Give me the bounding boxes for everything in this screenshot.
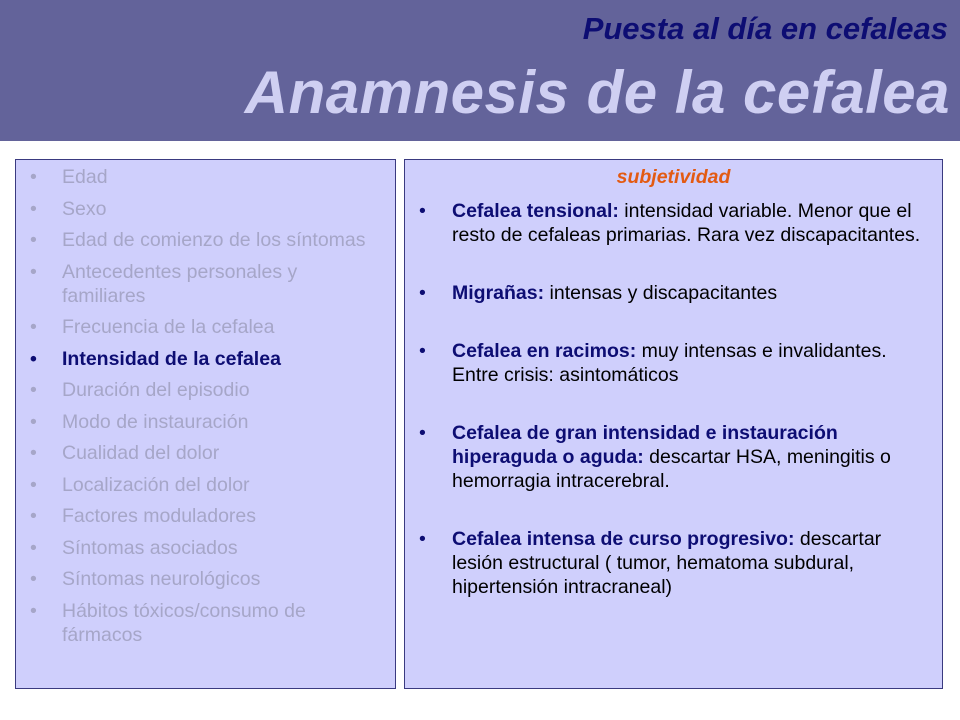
- bullet-icon: •: [30, 473, 37, 496]
- bullet-icon: •: [30, 260, 37, 283]
- bullet-icon: •: [30, 316, 37, 338]
- bullet-icon: •: [30, 568, 37, 590]
- bullet-icon: •: [30, 229, 37, 251]
- list-item-label: Frecuencia de la cefalea: [62, 316, 275, 338]
- bullet-icon: •: [419, 200, 426, 222]
- headache-type-term: Cefalea tensional:: [452, 200, 619, 222]
- list-item: [30, 536, 385, 560]
- list-item-label: Hábitos tóxicos/consumo de fármacos: [62, 599, 306, 646]
- list-item: [30, 473, 385, 497]
- slide-title: Anamnesis de la cefalea: [244, 59, 950, 126]
- list-item: [30, 441, 385, 465]
- headache-type-term: Cefalea de gran intensidad e instauración hiperaguda o aguda:: [452, 422, 838, 468]
- list-item-label: Cualidad del dolor: [62, 442, 220, 464]
- list-item-label: Edad de comienzo de los síntomas: [62, 229, 366, 251]
- bullet-icon: •: [30, 166, 37, 188]
- list-item: [30, 228, 385, 252]
- headache-type-description: descartar lesión estructural ( tumor, hematoma subdural, hipertensión intracraneal): [452, 528, 882, 598]
- bullet-icon: •: [419, 422, 426, 444]
- bullet-icon: •: [30, 197, 37, 220]
- list-item-label: Sexo: [62, 197, 107, 220]
- bullet-icon: •: [419, 528, 426, 550]
- list-item-label: Antecedentes personales y familiares: [62, 260, 298, 307]
- bullet-icon: •: [419, 340, 426, 362]
- list-item: [419, 421, 930, 493]
- list-item: [419, 281, 930, 305]
- list-item: [30, 197, 385, 221]
- list-item-label: Duración del episodio: [62, 379, 250, 401]
- list-item-label: Modo de instauración: [62, 410, 249, 433]
- list-item: [419, 527, 930, 599]
- list-item: [30, 567, 385, 591]
- history-checklist: [16, 160, 395, 647]
- bullet-icon: •: [30, 442, 37, 464]
- bullet-icon: •: [30, 379, 37, 401]
- title-bar: [0, 0, 960, 141]
- headache-type-description: muy intensas e invalidantes. Entre crisis: asintomáticos: [452, 340, 887, 386]
- list-item-label: Edad: [62, 166, 108, 188]
- list-item: [30, 347, 385, 371]
- headache-type-description: descartar HSA, meningitis o hemorragia intracerebral.: [452, 446, 891, 492]
- bullet-icon: •: [30, 599, 37, 622]
- list-item: [30, 599, 385, 647]
- bullet-icon: •: [30, 536, 37, 559]
- list-item-label: Síntomas asociados: [62, 536, 238, 559]
- list-item-label: Intensidad de la cefalea: [62, 347, 281, 370]
- bullet-icon: •: [30, 410, 37, 433]
- list-item: [30, 504, 385, 528]
- list-item-label: Factores moduladores: [62, 505, 257, 527]
- list-item: [30, 260, 385, 308]
- headache-type-term: Cefalea intensa de curso progresivo:: [452, 528, 795, 550]
- list-item: [419, 339, 930, 387]
- list-item-label: Síntomas neurológicos: [62, 568, 261, 590]
- list-item: [30, 315, 385, 339]
- bullet-icon: •: [30, 505, 37, 527]
- list-item: [30, 165, 385, 189]
- list-item: [419, 199, 930, 247]
- list-item-label: Localización del dolor: [62, 473, 250, 496]
- bullet-icon: •: [419, 282, 426, 304]
- headache-type-description: intensas y discapacitantes: [544, 282, 778, 304]
- history-checklist-panel: [15, 159, 396, 689]
- headache-type-term: Cefalea en racimos:: [452, 340, 637, 362]
- presentation-subtitle: Puesta al día en cefaleas: [582, 11, 948, 46]
- list-item: [30, 410, 385, 434]
- headache-type-list: [405, 189, 942, 599]
- bullet-icon: •: [30, 347, 37, 370]
- panel-heading: subjetividad: [616, 166, 731, 188]
- intensity-panel: [404, 159, 943, 689]
- list-item: [30, 378, 385, 402]
- headache-type-term: Migrañas:: [452, 282, 545, 304]
- headache-type-description: intensidad variable. Menor que el resto de cefaleas primarias. Rara vez discapacitantes.: [452, 200, 921, 246]
